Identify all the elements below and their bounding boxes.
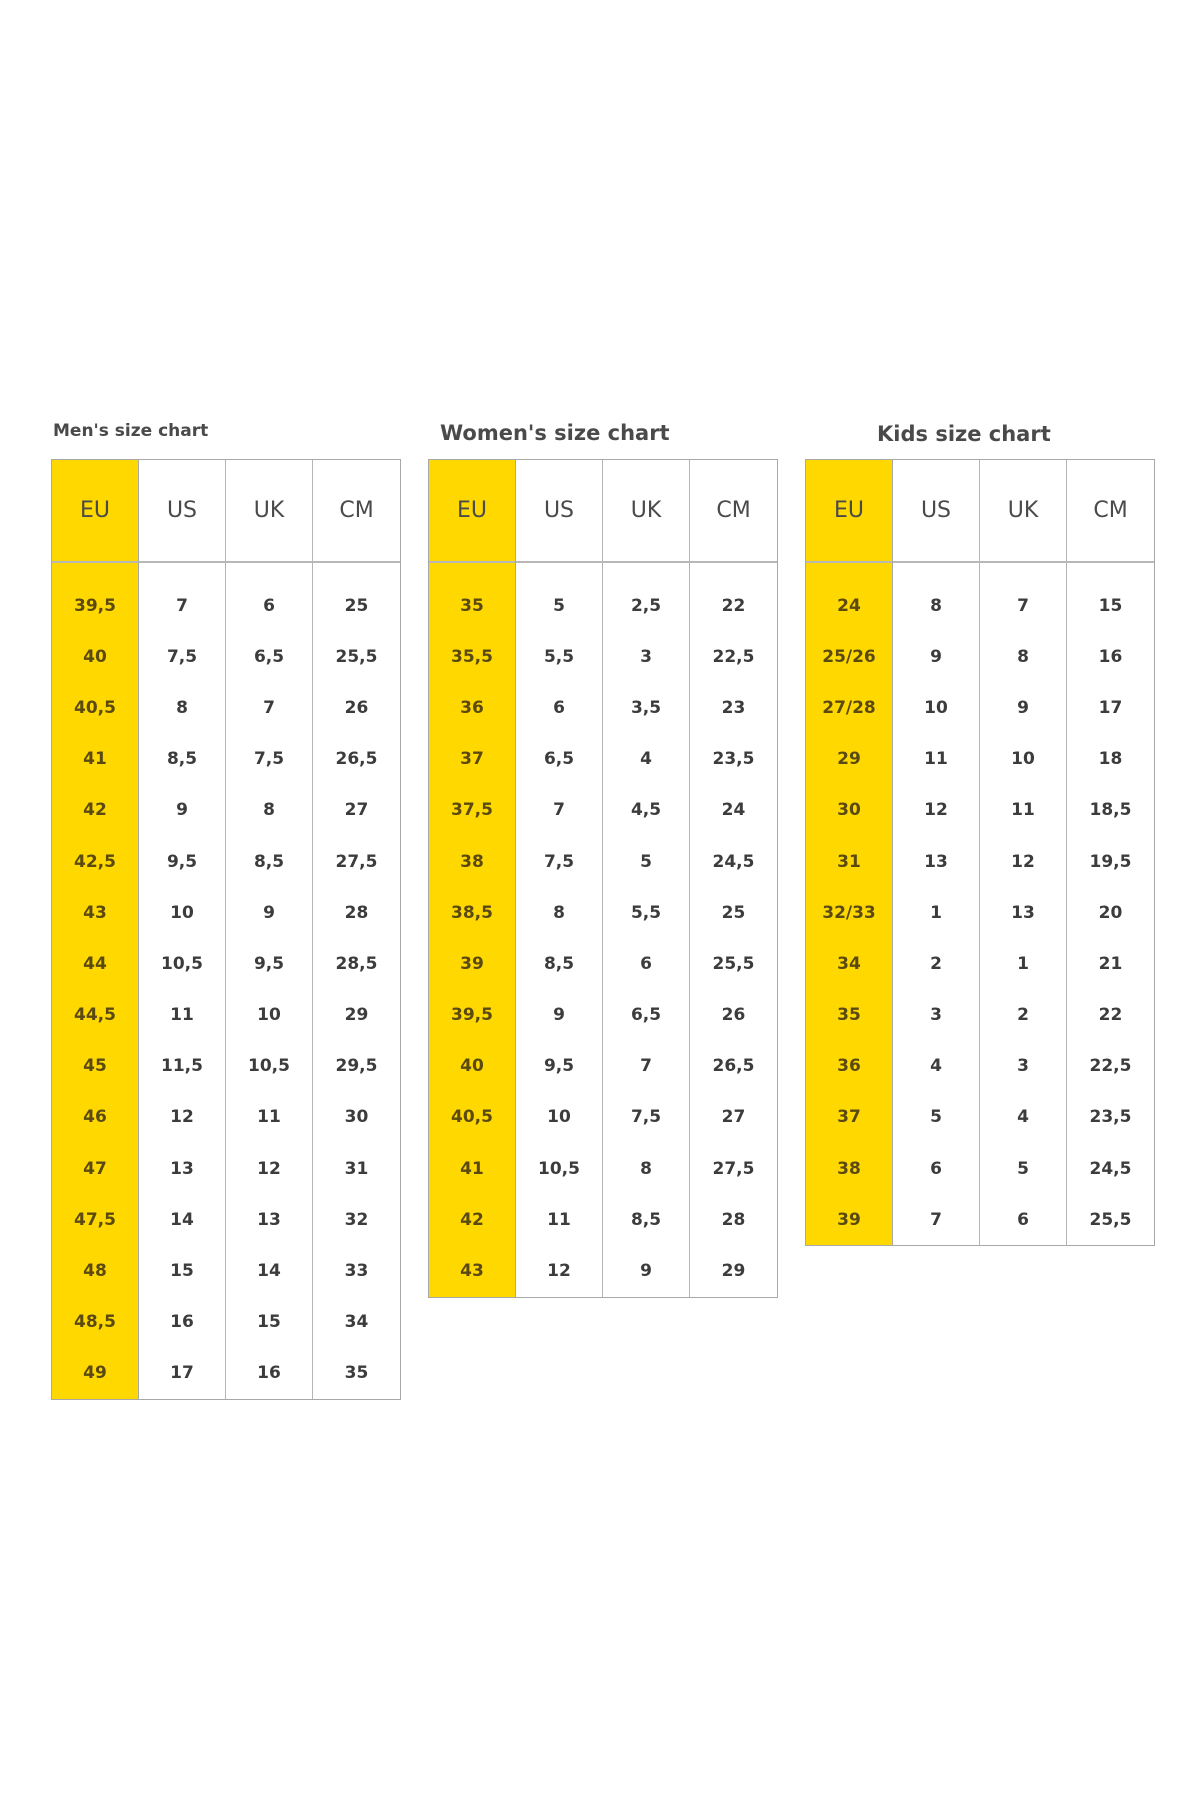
size-cell-cm: 24,5 xyxy=(1089,1158,1132,1179)
size-cell-us: 9 xyxy=(176,800,188,821)
kids-column-eu xyxy=(806,460,893,1245)
size-cell-us: 7 xyxy=(930,1209,942,1230)
size-cell-us: 12 xyxy=(170,1107,194,1128)
size-cell-eu: 38 xyxy=(460,851,484,872)
size-cell-eu: 40 xyxy=(460,1056,484,1077)
column-header-eu: EU xyxy=(52,460,138,563)
size-cell-us: 11,5 xyxy=(161,1056,203,1077)
size-cell-eu: 47,5 xyxy=(74,1209,116,1230)
mens-size-table xyxy=(51,459,401,1400)
column-header-cm: CM xyxy=(313,460,400,563)
size-cell-eu: 49 xyxy=(83,1363,107,1384)
size-cell-cm: 29 xyxy=(344,1005,369,1026)
size-cell-us: 8 xyxy=(930,595,942,616)
size-cell-cm: 34 xyxy=(344,1312,369,1333)
size-cell-eu: 43 xyxy=(460,1261,484,1282)
size-cell-uk: 9 xyxy=(263,902,275,923)
size-cell-uk: 4 xyxy=(1017,1107,1029,1128)
size-cell-us: 10 xyxy=(547,1107,571,1128)
size-cell-uk: 3 xyxy=(1017,1056,1029,1077)
size-cell-uk: 2 xyxy=(1017,1005,1029,1026)
size-cell-eu: 36 xyxy=(837,1056,861,1077)
size-cell-us: 9 xyxy=(553,1005,565,1026)
size-cell-cm: 23,5 xyxy=(1089,1107,1132,1128)
size-cell-cm: 18 xyxy=(1098,749,1123,770)
size-cell-uk: 8,5 xyxy=(253,851,285,872)
size-cell-eu: 39 xyxy=(837,1209,861,1230)
column-header-uk: UK xyxy=(603,460,689,563)
size-cell-us: 6,5 xyxy=(543,749,575,770)
size-cell-uk: 8 xyxy=(1017,646,1029,667)
mens-column-uk xyxy=(226,460,313,1399)
size-cell-cm: 25,5 xyxy=(335,646,378,667)
size-cell-cm: 19,5 xyxy=(1089,851,1132,872)
size-cell-uk: 2,5 xyxy=(630,595,662,616)
size-cell-eu: 34 xyxy=(837,953,861,974)
size-cell-cm: 22,5 xyxy=(712,646,755,667)
mens-chart-title: Men's size chart xyxy=(53,421,209,441)
size-cell-cm: 29,5 xyxy=(335,1056,378,1077)
size-cell-uk: 5,5 xyxy=(630,902,662,923)
size-cell-uk: 7 xyxy=(263,697,275,718)
size-cell-cm: 33 xyxy=(344,1261,369,1282)
size-cell-us: 10 xyxy=(170,902,194,923)
size-cell-uk: 13 xyxy=(257,1209,281,1230)
size-cell-us: 16 xyxy=(170,1312,194,1333)
size-cell-us: 8 xyxy=(553,902,565,923)
size-cell-eu: 38,5 xyxy=(451,902,493,923)
size-cell-us: 8 xyxy=(176,697,188,718)
size-cell-eu: 35 xyxy=(837,1005,861,1026)
size-cell-eu: 27/28 xyxy=(822,697,876,718)
size-cell-cm: 22 xyxy=(1098,1005,1123,1026)
size-cell-cm: 23 xyxy=(721,697,746,718)
size-cell-us: 3 xyxy=(930,1005,942,1026)
size-cell-us: 8,5 xyxy=(166,749,198,770)
size-cell-uk: 5 xyxy=(1017,1158,1029,1179)
size-cell-cm: 28,5 xyxy=(335,953,378,974)
size-cell-uk: 14 xyxy=(257,1261,281,1282)
size-cell-cm: 18,5 xyxy=(1089,800,1132,821)
size-cell-cm: 26 xyxy=(344,697,369,718)
size-cell-us: 5 xyxy=(553,595,565,616)
womens-chart-title: Women's size chart xyxy=(440,421,670,445)
kids-chart-title: Kids size chart xyxy=(877,422,1051,446)
size-cell-eu: 48 xyxy=(83,1261,107,1282)
column-header-eu: EU xyxy=(429,460,515,563)
size-cell-eu: 43 xyxy=(83,902,107,923)
size-cell-cm: 24 xyxy=(721,800,746,821)
size-cell-cm: 16 xyxy=(1098,646,1123,667)
size-cell-cm: 27,5 xyxy=(712,1158,755,1179)
size-cell-uk: 6 xyxy=(1017,1209,1029,1230)
size-cell-eu: 36 xyxy=(460,697,484,718)
size-cell-us: 14 xyxy=(170,1209,194,1230)
size-cell-uk: 4 xyxy=(640,749,652,770)
column-header-us: US xyxy=(516,460,602,563)
size-cell-eu: 44,5 xyxy=(74,1005,116,1026)
size-cell-us: 12 xyxy=(924,800,948,821)
column-header-cm: CM xyxy=(690,460,777,563)
size-cell-us: 10,5 xyxy=(161,953,203,974)
size-cell-uk: 12 xyxy=(1011,851,1035,872)
womens-column-us xyxy=(516,460,603,1297)
mens-column-us xyxy=(139,460,226,1399)
size-cell-eu: 39,5 xyxy=(74,595,116,616)
size-cell-cm: 23,5 xyxy=(712,749,755,770)
size-cell-cm: 20 xyxy=(1098,902,1123,923)
size-cell-uk: 8 xyxy=(263,800,275,821)
size-cell-uk: 7 xyxy=(1017,595,1029,616)
size-cell-eu: 38 xyxy=(837,1158,861,1179)
size-cell-uk: 6 xyxy=(640,953,652,974)
size-cell-cm: 27 xyxy=(721,1107,746,1128)
size-cell-us: 1 xyxy=(930,902,942,923)
size-cell-eu: 41 xyxy=(83,749,107,770)
size-cell-us: 15 xyxy=(170,1261,194,1282)
size-cell-eu: 45 xyxy=(83,1056,107,1077)
size-cell-cm: 30 xyxy=(344,1107,369,1128)
size-cell-cm: 25,5 xyxy=(1089,1209,1132,1230)
size-cell-uk: 8 xyxy=(640,1158,652,1179)
size-cell-eu: 37,5 xyxy=(451,800,493,821)
size-cell-us: 4 xyxy=(930,1056,942,1077)
column-header-cm: CM xyxy=(1067,460,1154,563)
size-cell-eu: 25/26 xyxy=(822,646,876,667)
size-cell-eu: 37 xyxy=(460,749,484,770)
womens-size-table xyxy=(428,459,778,1298)
size-cell-uk: 6,5 xyxy=(253,646,285,667)
size-cell-us: 9,5 xyxy=(543,1056,575,1077)
size-cell-uk: 6,5 xyxy=(630,1005,662,1026)
size-cell-cm: 24,5 xyxy=(712,851,755,872)
size-cell-uk: 9,5 xyxy=(253,953,285,974)
size-cell-uk: 7,5 xyxy=(630,1107,662,1128)
size-cell-uk: 3,5 xyxy=(630,697,662,718)
size-cell-eu: 35,5 xyxy=(451,646,493,667)
mens-column-cm xyxy=(313,460,400,1399)
size-cell-cm: 26,5 xyxy=(335,749,378,770)
size-cell-eu: 44 xyxy=(83,953,107,974)
size-cell-uk: 7 xyxy=(640,1056,652,1077)
size-cell-eu: 42 xyxy=(83,800,107,821)
kids-column-uk xyxy=(980,460,1067,1245)
size-cell-uk: 16 xyxy=(257,1363,281,1384)
size-cell-eu: 29 xyxy=(837,749,861,770)
size-cell-eu: 48,5 xyxy=(74,1312,116,1333)
size-cell-cm: 22 xyxy=(721,595,746,616)
size-cell-eu: 40,5 xyxy=(451,1107,493,1128)
size-cell-cm: 22,5 xyxy=(1089,1056,1132,1077)
size-cell-us: 2 xyxy=(930,953,942,974)
size-cell-cm: 17 xyxy=(1098,697,1123,718)
size-cell-eu: 41 xyxy=(460,1158,484,1179)
size-cell-us: 17 xyxy=(170,1363,194,1384)
size-cell-cm: 25,5 xyxy=(712,953,755,974)
column-header-us: US xyxy=(893,460,979,563)
size-cell-cm: 28 xyxy=(344,902,369,923)
size-cell-eu: 35 xyxy=(460,595,484,616)
size-cell-eu: 31 xyxy=(837,851,861,872)
size-cell-eu: 42,5 xyxy=(74,851,116,872)
size-cell-us: 11 xyxy=(547,1209,571,1230)
size-cell-eu: 40 xyxy=(83,646,107,667)
column-header-uk: UK xyxy=(226,460,312,563)
column-header-eu: EU xyxy=(806,460,892,563)
size-cell-cm: 27 xyxy=(344,800,369,821)
size-cell-uk: 13 xyxy=(1011,902,1035,923)
kids-column-us xyxy=(893,460,980,1245)
size-cell-us: 7,5 xyxy=(166,646,198,667)
size-cell-cm: 21 xyxy=(1098,953,1123,974)
size-cell-us: 7 xyxy=(176,595,188,616)
size-cell-uk: 1 xyxy=(1017,953,1029,974)
column-header-us: US xyxy=(139,460,225,563)
size-cell-cm: 26,5 xyxy=(712,1056,755,1077)
size-cell-eu: 32/33 xyxy=(822,902,876,923)
size-cell-us: 13 xyxy=(170,1158,194,1179)
size-cell-us: 12 xyxy=(547,1261,571,1282)
size-cell-uk: 8,5 xyxy=(630,1209,662,1230)
size-cell-us: 9,5 xyxy=(166,851,198,872)
size-cell-eu: 39 xyxy=(460,953,484,974)
womens-column-eu xyxy=(429,460,516,1297)
size-cell-us: 7,5 xyxy=(543,851,575,872)
size-cell-us: 11 xyxy=(170,1005,194,1026)
size-cell-uk: 3 xyxy=(640,646,652,667)
womens-column-uk xyxy=(603,460,690,1297)
size-cell-us: 13 xyxy=(924,851,948,872)
size-cell-uk: 9 xyxy=(640,1261,652,1282)
size-cell-us: 5,5 xyxy=(543,646,575,667)
size-cell-eu: 47 xyxy=(83,1158,107,1179)
size-cell-cm: 27,5 xyxy=(335,851,378,872)
size-cell-cm: 25 xyxy=(721,902,746,923)
kids-size-table xyxy=(805,459,1155,1246)
size-cell-us: 7 xyxy=(553,800,565,821)
size-cell-uk: 7,5 xyxy=(253,749,285,770)
size-cell-uk: 11 xyxy=(1011,800,1035,821)
size-cell-eu: 30 xyxy=(837,800,861,821)
size-cell-uk: 15 xyxy=(257,1312,281,1333)
size-cell-eu: 46 xyxy=(83,1107,107,1128)
size-cell-cm: 15 xyxy=(1098,595,1123,616)
kids-column-cm xyxy=(1067,460,1154,1245)
size-cell-eu: 40,5 xyxy=(74,697,116,718)
size-cell-uk: 10,5 xyxy=(248,1056,290,1077)
size-cell-cm: 26 xyxy=(721,1005,746,1026)
size-cell-eu: 42 xyxy=(460,1209,484,1230)
size-cell-cm: 25 xyxy=(344,595,369,616)
womens-column-cm xyxy=(690,460,777,1297)
size-cell-uk: 4,5 xyxy=(630,800,662,821)
size-cell-uk: 5 xyxy=(640,851,652,872)
size-cell-us: 11 xyxy=(924,749,948,770)
size-cell-eu: 24 xyxy=(837,595,861,616)
size-cell-cm: 32 xyxy=(344,1209,369,1230)
size-cell-us: 9 xyxy=(930,646,942,667)
size-cell-cm: 31 xyxy=(344,1158,369,1179)
size-cell-cm: 35 xyxy=(344,1363,369,1384)
size-cell-us: 6 xyxy=(930,1158,942,1179)
size-cell-uk: 12 xyxy=(257,1158,281,1179)
size-cell-uk: 11 xyxy=(257,1107,281,1128)
size-cell-eu: 37 xyxy=(837,1107,861,1128)
size-cell-us: 10 xyxy=(924,697,948,718)
size-cell-cm: 29 xyxy=(721,1261,746,1282)
column-header-uk: UK xyxy=(980,460,1066,563)
size-cell-eu: 39,5 xyxy=(451,1005,493,1026)
size-cell-us: 8,5 xyxy=(543,953,575,974)
size-cell-us: 5 xyxy=(930,1107,942,1128)
size-cell-uk: 10 xyxy=(257,1005,281,1026)
size-cell-us: 10,5 xyxy=(538,1158,580,1179)
mens-column-eu xyxy=(52,460,139,1399)
size-cell-cm: 28 xyxy=(721,1209,746,1230)
size-cell-uk: 9 xyxy=(1017,697,1029,718)
size-cell-uk: 6 xyxy=(263,595,275,616)
size-cell-uk: 10 xyxy=(1011,749,1035,770)
size-cell-us: 6 xyxy=(553,697,565,718)
